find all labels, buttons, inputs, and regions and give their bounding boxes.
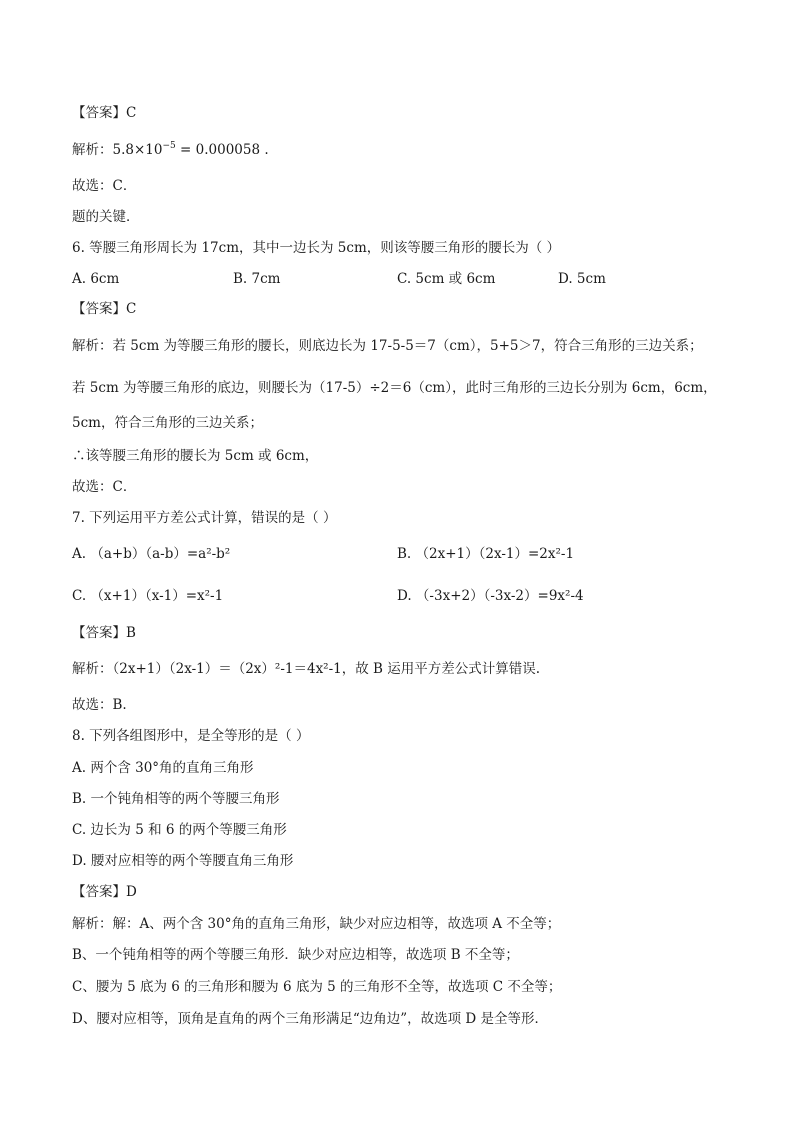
q6-stem: 6. 等腰三角形周长为 17cm，其中一边长为 5cm，则该等腰三角形的腰长为（ ）	[72, 240, 561, 256]
q8-option-b: B. 一个钝角相等的两个等腰三角形	[72, 791, 280, 807]
q7-answer: 【答案】B	[72, 625, 136, 641]
q8-stem: 8. 下列各组图形中，是全等形的是（ ）	[72, 728, 310, 744]
q5-tail: 题的关键．	[72, 209, 140, 225]
q8-analysis-line-3: C、腰为 5 底为 6 的三角形和腰为 6 底为 5 的三角形不全等，故选项 C 不全等；	[72, 979, 562, 995]
q6-option-a: A. 6cm	[72, 271, 120, 287]
q6-option-b: B. 7cm	[233, 271, 281, 287]
q6-option-d: D. 5cm	[558, 271, 606, 287]
q7-stem: 7. 下列运用平方差公式计算，错误的是（ ）	[72, 510, 337, 526]
q7-option-a: A. （a+b）（a-b）=a²-b²	[72, 546, 231, 562]
q8-analysis-line-2: B、一个钝角相等的两个等腰三角形．缺少对应边相等，故选项 B 不全等；	[72, 947, 519, 963]
q8-option-a: A. 两个含 30°角的直角三角形	[72, 760, 254, 776]
q7-analysis: 解析：（2x+1）（2x-1）＝（2x）²-1＝4x²-1，故 B 运用平方差公式计算错误.	[72, 661, 541, 677]
q7-option-c: C. （x+1）（x-1）=x²-1	[72, 588, 224, 604]
q7-option-b: B. （2x+1）（2x-1）=2x²-1	[397, 546, 575, 562]
q7-option-d: D. （-3x+2）（-3x-2）=9x²-4	[397, 588, 584, 604]
q8-option-d: D. 腰对应相等的两个等腰直角三角形	[72, 853, 294, 869]
q6-analysis-line-3: 5cm，符合三角形的三边关系；	[72, 415, 263, 431]
q8-answer: 【答案】D	[72, 884, 137, 900]
q6-choice: 故选：C．	[72, 479, 137, 495]
q5-answer	[72, 104, 136, 122]
q6-answer: 【答案】C	[72, 301, 137, 317]
q6-option-c: C. 5cm 或 6cm	[397, 271, 496, 287]
answer-label: 【答案】	[72, 105, 126, 121]
q6-analysis-line-1: 解析：若 5cm 为等腰三角形的腰长，则底边长为 17-5-5＝7（cm），5+5＞7，符合三角形的三边关系；	[72, 338, 703, 354]
q5-analysis: 解析：$5.8\times 10^{-5} = 0.000058$ .	[72, 140, 269, 158]
q8-analysis-line-1: 解析：解：A、两个含 30°角的直角三角形，缺少对应边相等，故选项 A 不全等；	[72, 916, 561, 932]
q8-option-c: C. 边长为 5 和 6 的两个等腰三角形	[72, 822, 287, 838]
q8-analysis-line-4: D、腰对应相等，顶角是直角的两个三角形满足“边角边”，故选项 D 是全等形．	[72, 1011, 549, 1027]
q5-choice: 故选：C．	[72, 178, 137, 194]
q6-analysis-line-2: 若 5cm 为等腰三角形的底边，则腰长为（17-5）÷2＝6（cm），此时三角形的三边长分别为 6cm，6cm，	[72, 380, 717, 396]
q6-analysis-line-4: ∴该等腰三角形的腰长为 5cm 或 6cm，	[72, 448, 319, 464]
answer-value: C	[126, 105, 137, 121]
q7-choice: 故选：B.	[72, 697, 127, 713]
